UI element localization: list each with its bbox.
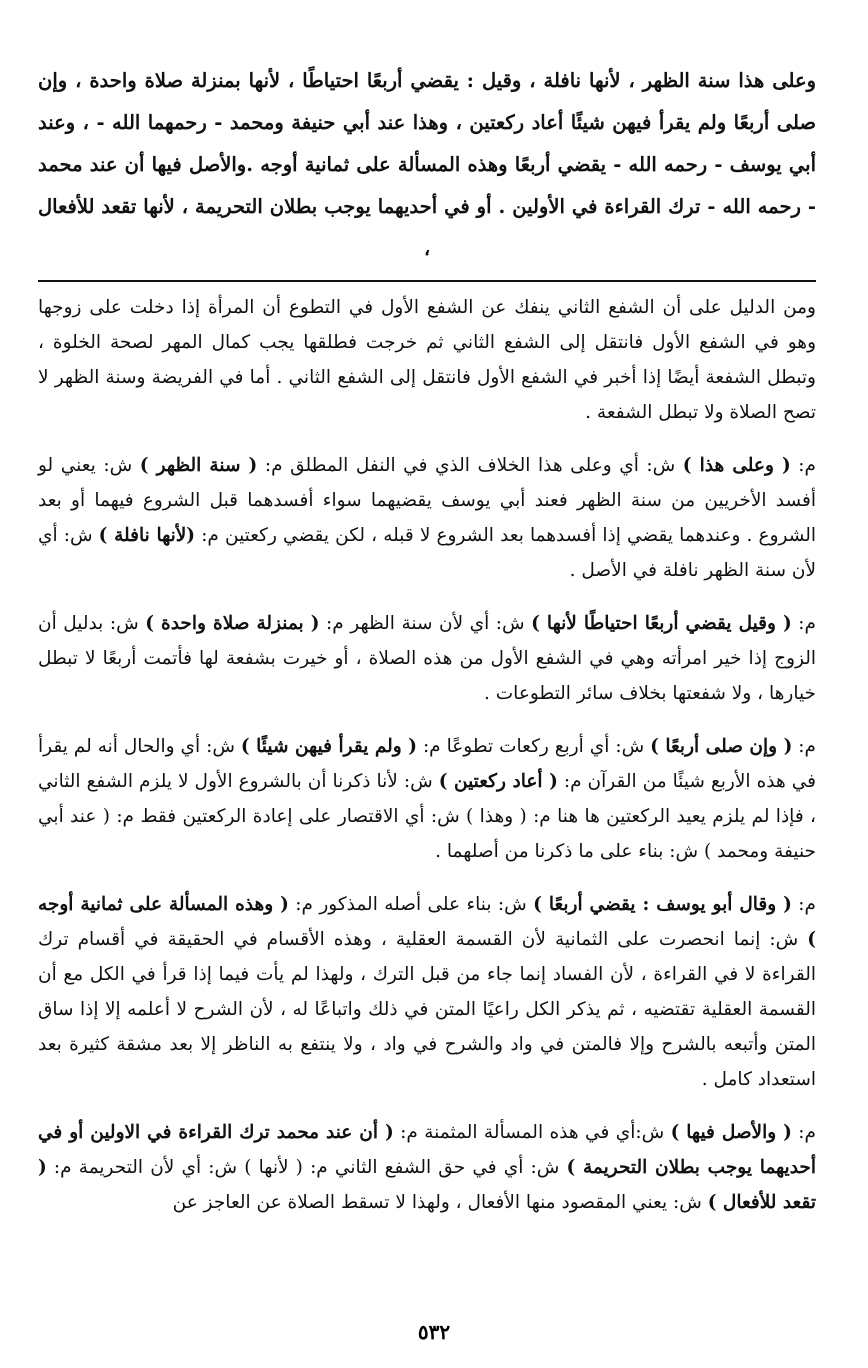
- book-page: [38, 60, 816, 1238]
- sharh-paragraph: م: ( وعلى هذا ) ش: أي وعلى هذا الخلاف الذي في النفل المطلق م: ( سنة الظهر ) ش: يعني لو أفسد الأخريين من سنة الظهر فعند أبي يوسف يقضيهما سواء أفسدهما قبل الشروع فيهما أو بعد الشروع . وعندهما يقضي إذا أفسدهما بعد الشروع لا قبله ، لكن يقضي ركعتين م: (لأنها نافلة ) ش: أي لأن سنة الظهر نافلة في الأصل .: [38, 455, 817, 581]
- sharh-paragraph: م: ( وقيل يقضي أربعًا احتياطًا لأنها ) ش: أي لأن سنة الظهر م: ( بمنزلة صلاة واحدة ) ش: بدليل أن الزوج إذا خير امرأته وهي في الشفع الأول من هذه الصلاة ، أو خيرت بشفعة لها فأتمت أربعًا لا تبطل خيارها ، ولا شفعتها بخلاف سائر التطوعات .: [38, 613, 816, 704]
- sharh-paragraph: م: ( وإن صلى أربعًا ) ش: أي أربع ركعات تطوعًا م: ( ولم يقرأ فيهن شيئًا ) ش: أي والحال أنه لم يقرأ في هذه الأربع شيئًا من القرآن م: ( أعاد ركعتين ) ش: لأنا ذكرنا أن بالشروع الأول لا يلزم الشفع الثاني ، فإذا لم يلزم يعيد الركعتين ها هنا م: ( وهذا ) ش: أي الاقتصار على إعادة الركعتين فقط م: ( عند أبي حنيفة ومحمد ) ش: بناء على ما ذكرنا من أصلهما .: [38, 736, 816, 862]
- sharh-paragraph: م: ( والأصل فيها ) ش:أي في هذه المسألة المثمنة م: ( أن عند محمد ترك القراءة في الاولين أو في أحديهما يوجب بطلان التحريمة ) ش: أي في حق الشفع الثاني م: ( لأنها ) ش: أي لأن التحريمة م: ( تقعد للأفعال ) ش: يعني المقصود منها الأفعال ، ولهذا لا تسقط الصلاة عن العاجز عن: [38, 1122, 816, 1213]
- matn-block: [38, 60, 816, 270]
- sharh-paragraph: م: ( وقال أبو يوسف : يقضي أربعًا ) ش: بناء على أصله المذكور م: ( وهذه المسألة على ثمانية أوجه ) ش: إنما انحصرت على الثمانية لأن القسمة العقلية ، وهذه الأقسام في الحقيقة في أقسام ترك القراءة لا في القراءة ، لأن الفساد إنما جاء من قبل الترك ، ولهذا لم يأت فيما إذا قرأ في الكل مع أن القسمة العقلية تقتضيه ، ثم يذكر الكل راعيًا المتن في ذلك واتباعًا له ، لأن الشرح لا أعلمه إلا إذا ساق المتن وأتبعه بالشرح وإلا فالمتن في واد والشرح في واد ، ولا ينتفع به الناظر إلا بعد مشقة كثيرة بعد استعداد كامل .: [38, 894, 816, 1090]
- separator-rule: [38, 280, 816, 282]
- matn-text: وعلى هذا سنة الظهر ، لأنها نافلة ، وقيل : يقضي أربعًا احتياطًا ، لأنها بمنزلة صلاة واحدة ، وإن صلى أربعًا ولم يقرأ فيهن شيئًا أعاد ركعتين ، وهذا عند أبي حنيفة ومحمد - رحمهما الله - ، وعند أبي يوسف - رحمه الله - يقضي أربعًا وهذه المسألة على ثمانية أوجه .والأصل فيها أن عند محمد - رحمه الله - ترك القراءة في الأولين . أو في أحديهما يوجب بطلان التحريمة ، لأنها تقعد للأفعال ،: [38, 69, 816, 260]
- footnote: ومن الدليل على أن الشفع الثاني ينفك عن الشفع الأول في التطوع أن المرأة إذا دخلت على زوجها وهو في الشفع الأول فانتقل إلى الشفع الثاني ثم خرجت فطلقها يجب كمال المهر لصحة الخلوة ، وتبطل الشفعة أيضًا إذا أخبر في الشفع الأول فانتقل إلى الشفع الثاني . أما في الفريضة وسنة الظهر لا تصح الصلاة ولا تبطل الشفعة .: [38, 297, 816, 423]
- page-number: ٥٣٢: [417, 1320, 451, 1344]
